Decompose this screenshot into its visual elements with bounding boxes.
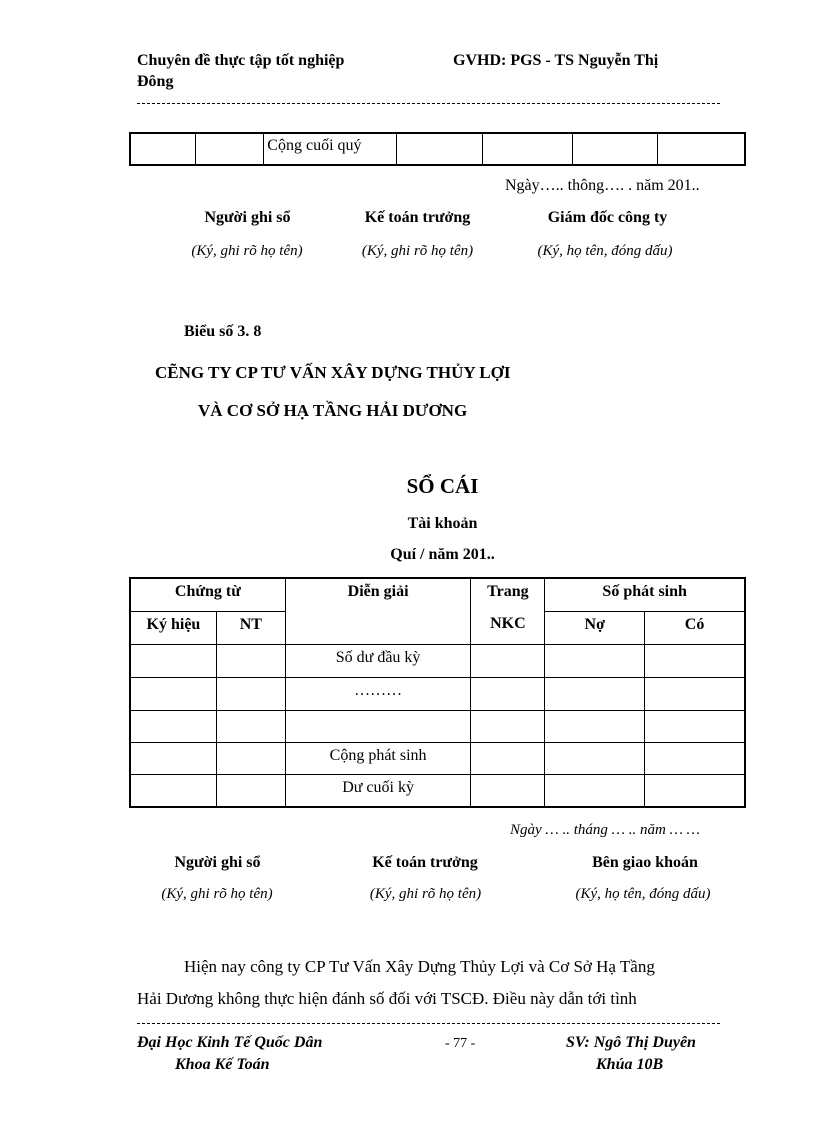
col-header-description: Diễn giải [285, 578, 471, 644]
sig-role: Người ghi sổ [174, 854, 261, 871]
top-cell [130, 133, 195, 165]
top-date-line: Ngày….. thông…. . năm 201.. [505, 177, 700, 194]
top-cell [396, 133, 483, 165]
footer-student: SV: Ngô Thị Duyên [566, 1034, 696, 1051]
col-header-nkc: NKC [471, 611, 545, 644]
body-paragraph-line: Hiện nay công ty CP Tư Vấn Xây Dựng Thủy Lợi và Cơ Sở Hạ Tầng [184, 957, 655, 976]
col-header-arising: Số phát sinh [545, 578, 745, 611]
top-table [129, 132, 746, 166]
sig-role: Kế toán trưởng [372, 854, 478, 871]
col-header-page: Trang [471, 578, 545, 611]
table-row [130, 774, 745, 807]
col-header-voucher: Chứng từ [130, 578, 285, 611]
sig-note: (Ký, ghi rõ họ tên) [369, 886, 482, 902]
body-paragraph-line: Hải Dương không thực hiện đánh số đối với TSCĐ. Điều này dẫn tới tình [137, 989, 637, 1008]
header-topic: Chuyên đề thực tập tốt nghiệp [137, 52, 345, 69]
sig-note: (Ký, họ tên, đóng dấu) [575, 886, 711, 902]
sig-note: (Ký, ghi rõ họ tên) [191, 243, 303, 259]
col-header-debit: Nợ [545, 611, 645, 644]
sig-role: Người ghi sổ [204, 209, 291, 226]
footer-school: Đại Học Kinh Tế Quốc Dân [137, 1034, 323, 1051]
ledger-title: SỔ CÁI [406, 474, 479, 498]
footer-divider [137, 1023, 720, 1024]
table-row [130, 644, 745, 677]
ledger-table [129, 577, 746, 808]
company-name-cont: VÀ CƠ SỞ HẠ TẦNG HẢI DƯƠNG [198, 401, 468, 420]
ledger-account: Tài khoản [407, 515, 478, 532]
sig-note: (Ký, ghi rõ họ tên) [361, 243, 474, 259]
page-number: - 77 - [445, 1036, 476, 1051]
header-advisor: GVHD: PGS - TS Nguyễn Thị [453, 52, 659, 69]
sig-note: (Ký, họ tên, đóng dấu) [537, 243, 673, 259]
row-description [285, 710, 471, 742]
sig-role: Giám đốc công ty [547, 209, 668, 226]
table-row [130, 677, 745, 710]
top-cell [658, 133, 745, 165]
table-row [130, 742, 745, 774]
row-description: Số dư đầu kỳ [285, 644, 471, 677]
top-cell [572, 133, 658, 165]
bottom-date-line: Ngày … .. tháng … .. năm … … [510, 822, 701, 838]
row-description: Dư cuối kỳ [285, 774, 471, 807]
top-cell-label: Cộng cuối quý [264, 133, 397, 165]
col-header-date: NT [216, 611, 285, 644]
footer-faculty: Khoa Kế Toán [175, 1056, 270, 1073]
sig-role: Kế toán trưởng [364, 209, 471, 226]
header-topic-cont: Đông [137, 73, 174, 90]
row-description: Cộng phát sinh [285, 742, 471, 774]
col-header-symbol: Ký hiệu [130, 611, 216, 644]
company-name: CẼNG TY CP TƯ VẤN XÂY DỰNG THỦY LỢI [155, 363, 511, 382]
top-cell [195, 133, 264, 165]
table-row [130, 710, 745, 742]
sig-role: Bên giao khoán [592, 854, 698, 871]
header-divider [137, 103, 720, 104]
row-description: ……… [285, 677, 471, 710]
top-cell [483, 133, 573, 165]
col-header-credit: Có [645, 611, 745, 644]
sig-note: (Ký, ghi rõ họ tên) [161, 886, 273, 902]
form-number: Biểu số 3. 8 [184, 323, 262, 340]
footer-course: Khúa 10B [596, 1056, 664, 1073]
ledger-period: Quí / năm 201.. [390, 546, 495, 563]
